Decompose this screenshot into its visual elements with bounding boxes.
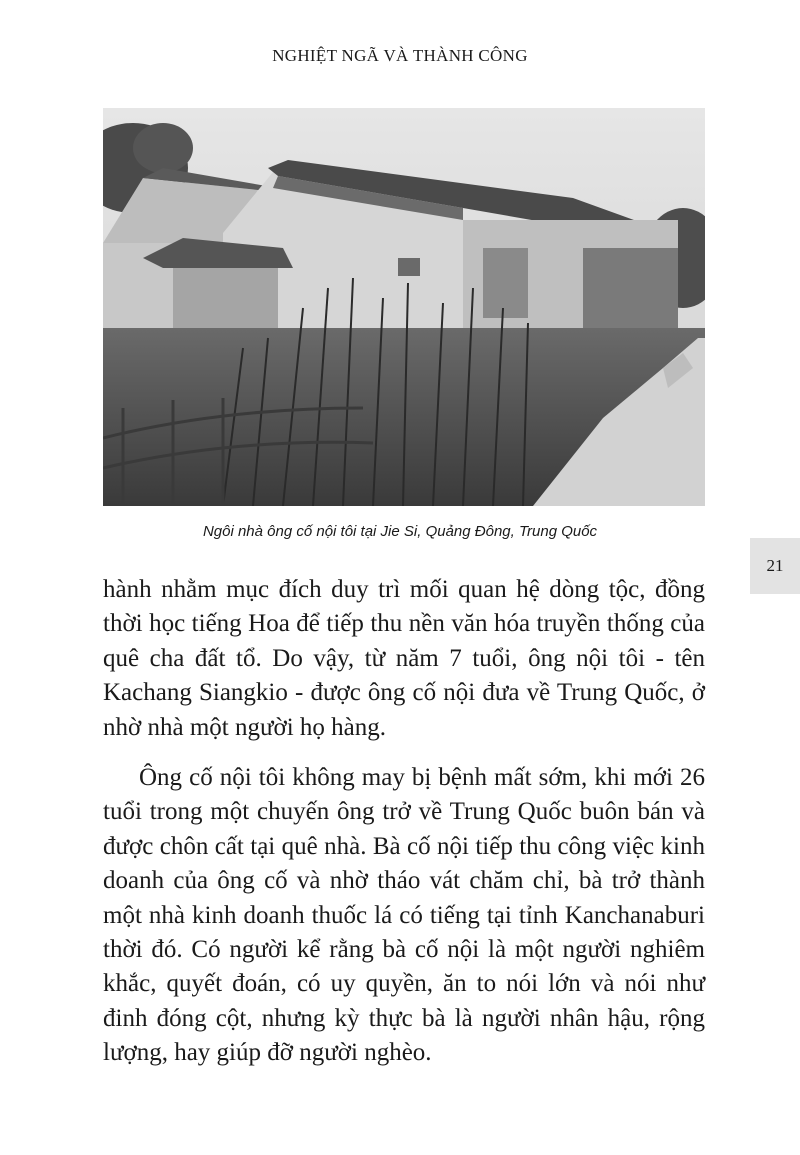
house-photo xyxy=(103,108,705,506)
paragraph: Ông cố nội tôi không may bị bệnh mất sớm, khi mới 26 tuổi trong một chuyến ông trở về Trung Quốc buôn bán và được chôn cất tại quê nhà. Bà cố nội tiếp thu công việc kinh doanh của ông cố và nhờ tháo vát chăm chỉ, bà trở thành một nhà kinh doanh thuốc lá có tiếng tại tỉnh Kanchanaburi thời đó. Có người kể rằng bà cố nội là một người nghiêm khắc, quyết đoán, có uy quyền, ăn to nói lớn và nói như đinh đóng cột, nhưng kỳ thực bà là người nhân hậu, rộng lượng, hay giúp đỡ người nghèo. xyxy=(103,764,705,1067)
paragraph: hành nhằm mục đích duy trì mối quan hệ dòng tộc, đồng thời học tiếng Hoa để tiếp thu nền văn hóa truyền thống của quê cha đất tổ. Do vậy, từ năm 7 tuổi, ông nội tôi - tên Kachang Siangkio - được ông cố nội đưa về Trung Quốc, ở nhờ nhà một người họ hàng. xyxy=(103,576,705,741)
body-text xyxy=(103,573,705,1071)
running-header: NGHIỆT NGÃ VÀ THÀNH CÔNG xyxy=(272,46,528,65)
page-number: 21 xyxy=(766,556,784,575)
old-house-image-icon xyxy=(103,108,705,506)
page-number-tab xyxy=(750,538,800,594)
figure-caption: Ngôi nhà ông cố nội tôi tại Jie Si, Quảng Đông, Trung Quốc xyxy=(202,523,598,540)
